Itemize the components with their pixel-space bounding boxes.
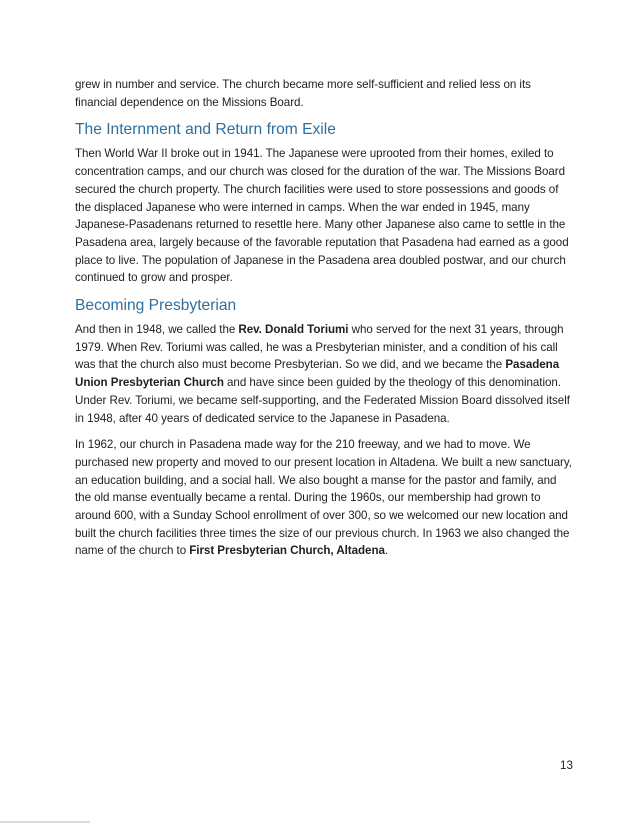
text-run: and have since been guided by the theology of this denomination. Under Rev. Toriumi, we became self-supporting, and the Federated Mission Board dissolved itself in 1948, after 40 years of dedicated service to the Japanese in Pasadena. (75, 376, 570, 425)
bold-pastor-name: Rev. Donald Toriumi (238, 323, 349, 337)
intro-paragraph: grew in number and service. The church became more self-sufficient and relied less on its financial dependence on the Missions Board. (75, 78, 531, 109)
scan-edge-divider (0, 821, 90, 823)
bold-church-name: Pasadena Union Presbyterian Church (75, 358, 560, 390)
internment-paragraph: Then World War II broke out in 1941. The Japanese were uprooted from their homes, exiled to concentration camps, and our church was closed for the duration of the war. The Missions Board secured the church property. The church facilities were used to store possessions and goods of the displaced Japanese who were interned in camps. When the war ended in 1945, many Japanese-Pasadenans returned to resettle here. Many other Japanese also came to settle in the Pasadena area, largely because of the favorable reputation that Pasadena had earned as a good place to live. The population of Japanese in the Pasadena area doubled postwar, and our church continued to grow and prosper. (75, 147, 569, 285)
bold-new-church-name: First Presbyterian Church, Altadena (189, 544, 385, 558)
section-heading-internment: The Internment and Return from Exile (75, 121, 336, 139)
page-content (75, 76, 575, 560)
text-run: In 1962, our church in Pasadena made way for the 210 freeway, and we had to move. We purchased new property and moved to our present location in Altadena. We built a new sanctuary, an education building, and a social hall. We also bought a manse for the pastor and family, and the old manse eventually became a rental. During the 1960s, our membership had grown to around 600, with a Sunday School enrollment of over 300, so we welcomed our new location and built the church facilities three times the size of our previous church. In 1963 we also changed the name of the church to (75, 438, 572, 558)
text-run: who served for the next 31 years, through 1979. When Rev. Toriumi was called, he was a Presbyterian minister, and a condition of his call was that the church also must become Presbyterian. So we did, and we became the (75, 323, 564, 372)
presbyterian-paragraph-2 (75, 436, 575, 560)
page-number: 13 (560, 759, 573, 772)
presbyterian-paragraph-1 (75, 321, 575, 427)
section-heading-presbyterian: Becoming Presbyterian (75, 297, 237, 315)
text-run: . (384, 544, 389, 558)
text-run: And then in 1948, we called the (75, 323, 239, 337)
